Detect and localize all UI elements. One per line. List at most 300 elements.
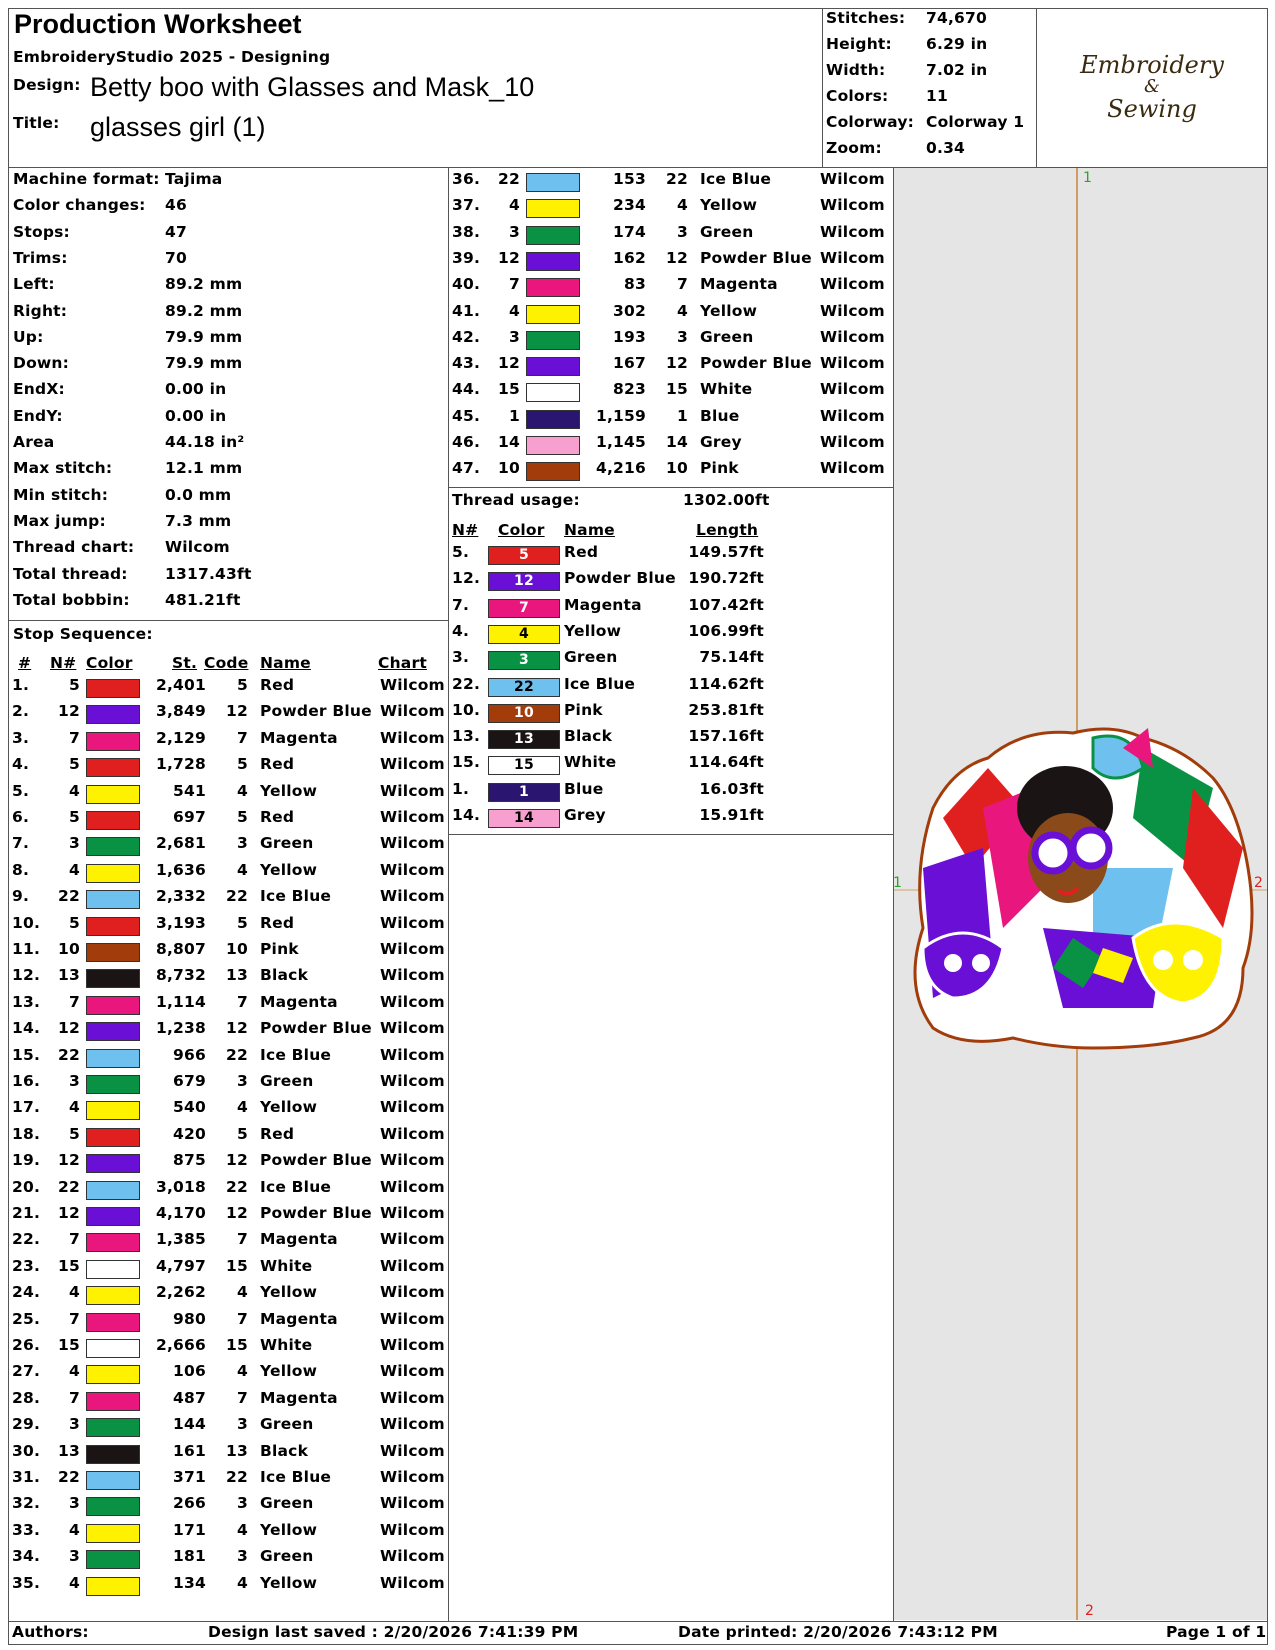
seq-needle: 12	[58, 1019, 80, 1038]
thread-length: 106.99ft	[688, 621, 764, 640]
guide-mark-bottom: 2	[1085, 1603, 1094, 1619]
seq-chart: Wilcom	[820, 327, 885, 346]
stat-value: 6.29 in	[926, 35, 988, 53]
thread-usage-row	[448, 543, 898, 569]
seq-code: 3	[677, 222, 688, 241]
seq-chart: Wilcom	[380, 1547, 445, 1566]
color-swatch	[86, 837, 140, 856]
seq-name: Magenta	[260, 1230, 338, 1249]
machine-info-value: 0.0 mm	[165, 485, 232, 504]
stop-sequence-row	[448, 433, 898, 459]
seq-chart: Wilcom	[820, 433, 885, 451]
thread-needle-index: 22.	[452, 674, 481, 693]
machine-info-value: Wilcom	[165, 538, 230, 557]
thread-needle-index: 4.	[452, 621, 470, 640]
seq-stitches: 83	[624, 275, 646, 294]
machine-info-label: Up:	[13, 327, 44, 346]
color-swatch-number: 15	[514, 757, 534, 774]
color-swatch	[526, 278, 580, 297]
seq-stitches: 2,262	[155, 1283, 206, 1302]
seq-needle: 22	[58, 887, 80, 906]
stop-sequence-row	[448, 407, 898, 433]
seq-needle: 7	[69, 992, 80, 1011]
thread-length: 253.81ft	[688, 700, 764, 719]
seq-chart: Wilcom	[380, 1072, 445, 1090]
thread-name: Black	[564, 727, 613, 746]
color-swatch	[86, 1049, 140, 1068]
seq-code: 4	[237, 1283, 248, 1302]
preview-border	[893, 167, 1268, 1622]
guide-mark-top: 1	[1083, 170, 1092, 186]
thread-name: Blue	[564, 779, 604, 798]
seq-stitches: 162	[613, 248, 646, 267]
color-swatch	[86, 1233, 140, 1252]
seq-stitches: 966	[173, 1045, 206, 1064]
stop-sequence-row	[8, 1072, 458, 1098]
seq-name: Powder Blue	[260, 1204, 372, 1222]
seq-stitches: 234	[613, 196, 646, 215]
seq-needle: 22	[58, 1177, 80, 1196]
stop-sequence-row	[8, 1362, 458, 1388]
seq-stitches: 823	[613, 380, 646, 399]
stop-sequence-row	[448, 354, 898, 380]
color-swatch-number: 22	[514, 678, 534, 695]
seq-stitches: 3,018	[155, 1177, 206, 1196]
seq-code: 4	[677, 301, 688, 320]
stat-label: Zoom:	[826, 139, 882, 157]
stat-value: 11	[926, 87, 948, 105]
color-swatch	[86, 785, 140, 804]
seq-code: 5	[237, 808, 248, 826]
seq-chart: Wilcom	[380, 808, 445, 826]
seq-code: 4	[237, 781, 248, 800]
stop-sequence-row	[8, 1574, 458, 1600]
seq-needle: 12	[498, 354, 520, 373]
color-swatch	[86, 679, 140, 698]
stop-sequence-column-header: Code	[204, 654, 249, 672]
seq-needle: 4	[69, 1573, 80, 1592]
seq-stitches: 540	[173, 1098, 206, 1117]
stop-sequence-row	[8, 1283, 458, 1309]
title-label: Title:	[13, 114, 60, 132]
seq-chart: Wilcom	[380, 1256, 445, 1275]
seq-number: 21.	[12, 1204, 41, 1222]
color-swatch-number: 10	[514, 704, 534, 721]
stat-label: Colorway:	[826, 113, 915, 131]
seq-name: Powder Blue	[260, 702, 372, 721]
color-swatch	[86, 1577, 140, 1596]
seq-chart: Wilcom	[380, 1177, 445, 1196]
seq-name: Green	[700, 222, 754, 241]
seq-name: White	[700, 380, 753, 399]
seq-chart: Wilcom	[380, 913, 445, 932]
seq-stitches: 144	[173, 1415, 206, 1434]
seq-name: White	[260, 1336, 313, 1354]
seq-code: 3	[677, 327, 688, 346]
seq-chart: Wilcom	[380, 834, 445, 853]
stop-sequence-column-header: Color	[86, 654, 133, 672]
seq-needle: 22	[58, 1045, 80, 1064]
seq-name: Black	[260, 966, 309, 985]
thread-length: 107.42ft	[688, 595, 764, 614]
seq-number: 30.	[12, 1441, 41, 1460]
seq-chart: Wilcom	[380, 1468, 445, 1486]
seq-number: 24.	[12, 1283, 41, 1302]
color-swatch	[86, 1445, 140, 1464]
machine-info-value: 481.21ft	[165, 590, 241, 609]
seq-name: Yellow	[260, 1520, 318, 1539]
seq-code: 1	[677, 406, 688, 425]
seq-name: Red	[260, 808, 295, 826]
seq-number: 36.	[452, 170, 481, 188]
color-swatch	[86, 1128, 140, 1147]
seq-code: 12	[226, 1204, 248, 1222]
color-swatch	[86, 1207, 140, 1226]
seq-name: Yellow	[260, 1283, 318, 1302]
seq-code: 22	[226, 1177, 248, 1196]
seq-code: 4	[237, 1098, 248, 1117]
stop-sequence-row	[8, 1389, 458, 1415]
seq-code: 10	[226, 940, 248, 958]
seq-chart: Wilcom	[380, 1045, 445, 1064]
seq-name: White	[260, 1256, 313, 1275]
seq-code: 7	[237, 728, 248, 747]
thread-usage-column-header: Length	[696, 521, 759, 539]
seq-number: 13.	[12, 992, 41, 1011]
color-swatch	[526, 252, 580, 271]
seq-number: 10.	[12, 913, 41, 932]
logo-line-1: Embroidery	[1080, 51, 1224, 79]
seq-name: Green	[260, 1494, 314, 1513]
seq-code: 7	[237, 1309, 248, 1328]
seq-name: Ice Blue	[260, 1468, 332, 1486]
color-swatch	[86, 732, 140, 751]
seq-name: Green	[260, 1547, 314, 1566]
stop-sequence-row	[8, 702, 458, 728]
seq-chart: Wilcom	[820, 170, 885, 188]
color-swatch	[86, 1418, 140, 1437]
stat-label: Stitches:	[826, 9, 906, 27]
seq-stitches: 3,849	[155, 702, 206, 721]
thread-name: Green	[564, 648, 618, 667]
thread-length: 114.62ft	[688, 674, 764, 693]
seq-name: Magenta	[700, 275, 778, 294]
machine-info-value: 79.9 mm	[165, 354, 243, 373]
seq-stitches: 1,385	[155, 1230, 206, 1249]
seq-number: 23.	[12, 1256, 41, 1275]
seq-number: 9.	[12, 887, 30, 906]
color-swatch	[526, 436, 580, 455]
color-swatch	[488, 756, 560, 775]
seq-name: Magenta	[260, 992, 338, 1011]
stop-sequence-row	[448, 328, 898, 354]
color-swatch	[86, 1524, 140, 1543]
stat-value: 7.02 in	[926, 61, 988, 79]
thread-name: Pink	[564, 700, 603, 719]
seq-stitches: 193	[613, 327, 646, 346]
seq-stitches: 171	[173, 1520, 206, 1539]
seq-stitches: 875	[173, 1151, 206, 1170]
stop-sequence-row	[448, 249, 898, 275]
seq-name: Red	[260, 913, 295, 932]
seq-number: 22.	[12, 1230, 41, 1249]
seq-chart: Wilcom	[380, 676, 445, 694]
seq-stitches: 4,797	[155, 1256, 206, 1275]
color-swatch	[86, 996, 140, 1015]
stop-sequence-row	[8, 1521, 458, 1547]
stop-sequence-title: Stop Sequence:	[13, 625, 153, 643]
stop-sequence-row	[8, 993, 458, 1019]
machine-info-label: Thread chart:	[13, 538, 135, 557]
seq-name: Red	[260, 676, 295, 694]
seq-needle: 3	[509, 327, 520, 346]
seq-name: Green	[260, 1072, 314, 1090]
thread-name: White	[564, 753, 617, 772]
color-swatch	[526, 199, 580, 218]
thread-usage-row	[448, 780, 898, 806]
seq-name: Blue	[700, 406, 740, 425]
seq-needle: 7	[69, 1388, 80, 1407]
seq-name: Magenta	[260, 1388, 338, 1407]
thread-usage-row	[448, 569, 898, 595]
seq-number: 34.	[12, 1547, 41, 1566]
thread-name: Powder Blue	[564, 569, 676, 588]
seq-stitches: 679	[173, 1072, 206, 1090]
seq-number: 45.	[452, 406, 481, 425]
thread-needle-index: 14.	[452, 806, 481, 824]
color-swatch	[488, 783, 560, 802]
seq-name: Yellow	[260, 860, 318, 879]
seq-needle: 4	[69, 1283, 80, 1302]
stop-sequence-row	[8, 755, 458, 781]
stat-value: 74,670	[926, 9, 988, 27]
seq-chart: Wilcom	[820, 275, 885, 294]
seq-number: 28.	[12, 1388, 41, 1407]
seq-needle: 4	[69, 860, 80, 879]
stop-sequence-column-header: #	[18, 654, 32, 672]
seq-number: 38.	[452, 222, 481, 241]
seq-code: 5	[237, 1124, 248, 1143]
thread-usage-row	[448, 753, 898, 779]
seq-needle: 3	[69, 1494, 80, 1513]
seq-code: 4	[237, 1573, 248, 1592]
thread-length: 149.57ft	[688, 543, 764, 561]
machine-info-value: 0.00 in	[165, 380, 227, 399]
seq-number: 35.	[12, 1573, 41, 1592]
seq-name: Powder Blue	[260, 1151, 372, 1170]
page-title: Production Worksheet	[14, 9, 302, 39]
seq-chart: Wilcom	[380, 1230, 445, 1249]
seq-needle: 4	[69, 1098, 80, 1117]
stop-sequence-row	[448, 302, 898, 328]
machine-info-label: Area	[13, 433, 55, 451]
stop-sequence-row	[8, 887, 458, 913]
stop-sequence-row	[8, 1178, 458, 1204]
seq-needle: 13	[58, 1441, 80, 1460]
seq-stitches: 302	[613, 301, 646, 320]
footer	[8, 1622, 1268, 1644]
thread-usage-total: 1302.00ft	[683, 491, 770, 509]
seq-code: 22	[226, 1468, 248, 1486]
seq-code: 3	[237, 1415, 248, 1434]
brand-logo	[1036, 8, 1268, 166]
thread-needle-index: 5.	[452, 543, 470, 561]
stop-sequence-row	[8, 782, 458, 808]
seq-chart: Wilcom	[380, 966, 445, 985]
seq-needle: 5	[69, 755, 80, 774]
machine-info-value: Tajima	[165, 170, 223, 188]
seq-chart: Wilcom	[380, 1204, 445, 1222]
stat-value: Colorway 1	[926, 113, 1025, 131]
thread-needle-index: 3.	[452, 648, 470, 667]
seq-stitches: 2,332	[155, 887, 206, 906]
seq-chart: Wilcom	[380, 1283, 445, 1302]
seq-number: 19.	[12, 1151, 41, 1170]
seq-name: Ice Blue	[700, 170, 772, 188]
color-swatch	[86, 1550, 140, 1569]
seq-chart: Wilcom	[820, 380, 885, 399]
color-swatch-number: 4	[519, 625, 529, 642]
seq-code: 3	[237, 1072, 248, 1090]
thread-length: 157.16ft	[688, 727, 764, 746]
machine-info-value: 47	[165, 222, 187, 241]
seq-needle: 12	[58, 702, 80, 721]
seq-stitches: 1,238	[155, 1019, 206, 1038]
seq-code: 14	[666, 433, 688, 451]
seq-chart: Wilcom	[380, 1336, 445, 1354]
thread-usage-row	[448, 648, 898, 674]
machine-info-value: 1317.43ft	[165, 564, 252, 583]
seq-needle: 7	[509, 275, 520, 294]
color-swatch	[86, 1286, 140, 1305]
seq-number: 14.	[12, 1019, 41, 1038]
machine-info-value: 46	[165, 196, 187, 215]
seq-chart: Wilcom	[380, 1415, 445, 1434]
seq-name: Powder Blue	[260, 1019, 372, 1038]
seq-stitches: 167	[613, 354, 646, 373]
seq-stitches: 8,807	[155, 940, 206, 958]
color-swatch	[526, 383, 580, 402]
seq-needle: 7	[69, 1309, 80, 1328]
seq-code: 5	[237, 913, 248, 932]
seq-needle: 7	[69, 1230, 80, 1249]
seq-code: 15	[226, 1256, 248, 1275]
seq-chart: Wilcom	[820, 248, 885, 267]
color-swatch	[86, 1181, 140, 1200]
seq-stitches: 4,216	[595, 459, 646, 478]
logo-line-2: &	[1143, 76, 1161, 97]
seq-needle: 12	[58, 1204, 80, 1222]
seq-chart: Wilcom	[380, 1573, 445, 1592]
seq-needle: 3	[69, 1415, 80, 1434]
seq-name: Red	[260, 755, 295, 774]
seq-number: 16.	[12, 1072, 41, 1090]
thread-name: Magenta	[564, 595, 642, 614]
seq-name: Pink	[700, 459, 739, 478]
color-swatch	[86, 1392, 140, 1411]
middle-blank-box	[448, 834, 894, 1622]
stop-sequence-row	[448, 380, 898, 406]
seq-needle: 7	[69, 728, 80, 747]
machine-info-label: Stops:	[13, 222, 70, 241]
thread-usage-title: Thread usage:	[452, 491, 580, 509]
color-swatch	[526, 305, 580, 324]
machine-info-label: Right:	[13, 301, 68, 320]
seq-chart: Wilcom	[380, 702, 445, 721]
seq-chart: Wilcom	[380, 940, 445, 958]
footer-date-printed: Date printed: 2/20/2026 7:43:12 PM	[678, 1623, 998, 1641]
seq-needle: 15	[498, 380, 520, 399]
seq-name: Yellow	[260, 781, 318, 800]
color-swatch	[86, 864, 140, 883]
seq-code: 7	[677, 275, 688, 294]
seq-stitches: 161	[173, 1441, 206, 1460]
stop-sequence-row	[8, 1098, 458, 1124]
machine-info-label: EndY:	[13, 406, 63, 425]
machine-info-label: Machine format:	[13, 170, 160, 188]
seq-chart: Wilcom	[820, 196, 885, 215]
color-swatch	[526, 173, 580, 192]
thread-needle-index: 13.	[452, 727, 481, 746]
seq-code: 12	[226, 702, 248, 721]
thread-length: 15.91ft	[699, 806, 764, 824]
footer-page-number: Page 1 of 1	[1166, 1623, 1267, 1641]
seq-needle: 3	[69, 1547, 80, 1566]
machine-info-label: Max stitch:	[13, 459, 113, 478]
machine-info-value: 89.2 mm	[165, 301, 243, 320]
stop-sequence-row	[8, 914, 458, 940]
machine-info-value: 89.2 mm	[165, 275, 243, 294]
seq-number: 17.	[12, 1098, 41, 1117]
color-swatch	[86, 1339, 140, 1358]
stat-value: 0.34	[926, 139, 966, 157]
thread-usage-row	[448, 675, 898, 701]
seq-code: 22	[226, 887, 248, 906]
seq-number: 31.	[12, 1468, 41, 1486]
machine-info-value: 70	[165, 248, 187, 267]
seq-number: 1.	[12, 676, 30, 694]
seq-needle: 13	[58, 966, 80, 985]
seq-number: 29.	[12, 1415, 41, 1434]
machine-info-label: Trims:	[13, 248, 68, 267]
seq-stitches: 371	[173, 1468, 206, 1486]
seq-chart: Wilcom	[820, 354, 885, 373]
color-swatch-number: 14	[514, 810, 534, 826]
seq-code: 4	[237, 1362, 248, 1381]
seq-number: 43.	[452, 354, 481, 373]
seq-code: 12	[666, 248, 688, 267]
color-swatch-number: 5	[519, 547, 529, 563]
seq-stitches: 106	[173, 1362, 206, 1381]
machine-info-label: Color changes:	[13, 196, 146, 215]
seq-name: Green	[700, 327, 754, 346]
guide-mark-left: 1	[893, 875, 902, 891]
stop-sequence-row	[8, 1468, 458, 1494]
stop-sequence-row	[8, 1494, 458, 1520]
stop-sequence-row	[8, 808, 458, 834]
seq-needle: 4	[509, 301, 520, 320]
machine-info-label: Total bobbin:	[13, 590, 130, 609]
color-swatch	[488, 572, 560, 591]
seq-code: 12	[666, 354, 688, 373]
seq-needle: 4	[509, 196, 520, 215]
seq-name: Green	[260, 1415, 314, 1434]
color-swatch-number: 13	[514, 731, 534, 748]
color-swatch	[488, 704, 560, 723]
seq-chart: Wilcom	[820, 459, 885, 478]
seq-stitches: 420	[173, 1124, 206, 1143]
machine-info-label: Min stitch:	[13, 485, 109, 504]
